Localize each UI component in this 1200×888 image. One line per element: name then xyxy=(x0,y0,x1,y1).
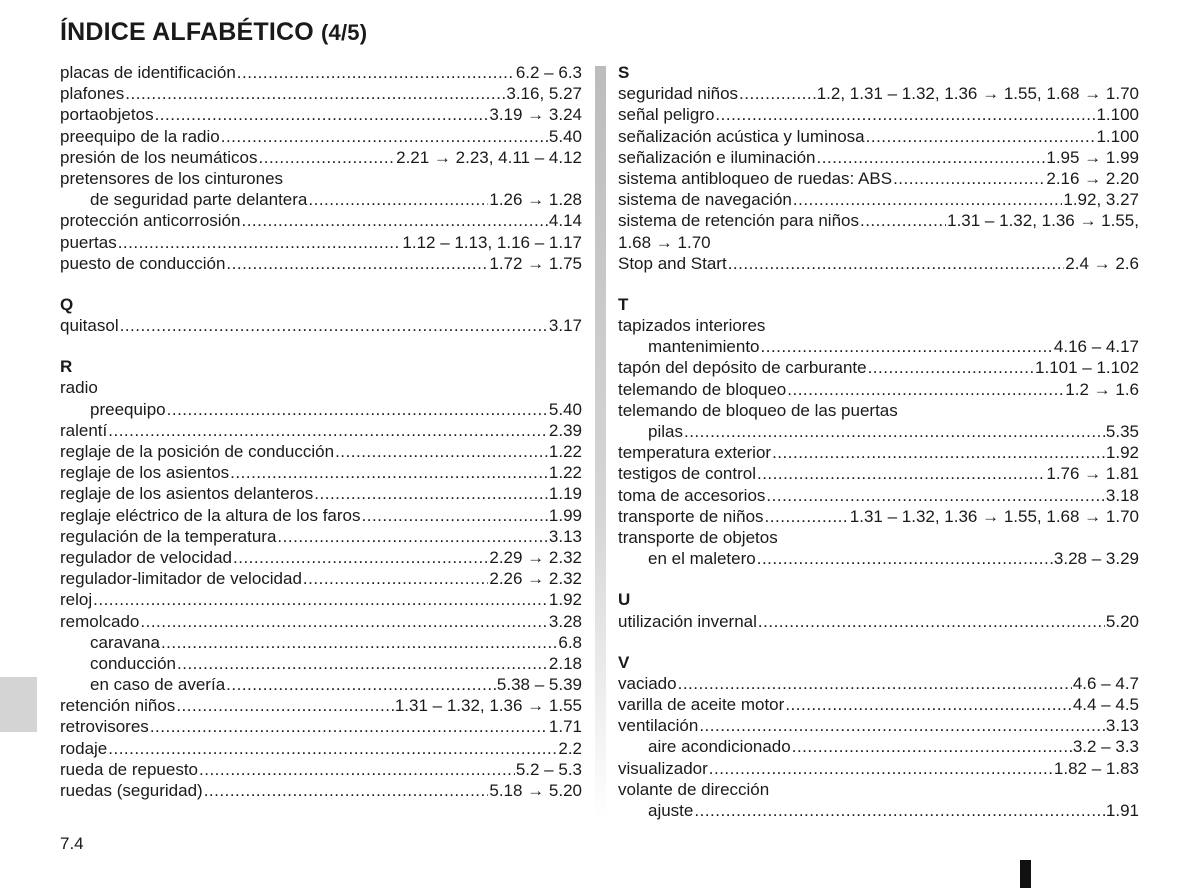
entry-pages: 2.2 xyxy=(558,738,582,758)
index-entry xyxy=(618,673,1139,694)
index-entry xyxy=(618,210,1139,231)
entry-label: regulación de la temperatura xyxy=(60,526,277,546)
entry-pages: 3.13 xyxy=(548,526,582,546)
leader-dots xyxy=(757,463,1045,484)
entry-label: retrovisores xyxy=(60,717,149,737)
index-entry xyxy=(60,232,582,253)
entry-pages: 3.18 xyxy=(1105,485,1139,505)
entry-pages: 3.16, 5.27 xyxy=(506,84,582,104)
index-entry xyxy=(60,589,582,610)
index-entry xyxy=(60,483,582,504)
entry-pages: 1.2, 1.31 – 1.32, 1.36 → 1.55, 1.68 → 1.70 xyxy=(816,84,1139,104)
leader-dots xyxy=(728,253,1065,274)
index-entry xyxy=(60,210,582,231)
entry-label: vaciado xyxy=(618,673,677,693)
index-entry xyxy=(60,104,582,125)
entry-label: 1.68 → 1.70 xyxy=(618,232,711,252)
entry-label: mantenimiento xyxy=(648,337,760,357)
entry-label: sistema de navegación xyxy=(618,190,792,210)
entry-pages: 1.100 xyxy=(1096,126,1139,146)
index-entry-heading xyxy=(60,168,582,189)
index-column-right xyxy=(618,62,1139,821)
index-subentry xyxy=(618,800,1139,821)
column-divider xyxy=(595,66,606,821)
index-entry xyxy=(618,357,1139,378)
leader-dots xyxy=(161,632,557,653)
entry-pages: 6.2 – 6.3 xyxy=(515,63,582,82)
entry-label: caravana xyxy=(90,632,160,652)
leader-dots xyxy=(817,147,1046,168)
entry-pages: 1.31 – 1.32, 1.36 → 1.55, 1.68 → 1.70 xyxy=(849,506,1139,526)
index-subentry xyxy=(618,736,1139,757)
entry-pages: 5.40 xyxy=(548,126,582,146)
index-subentry xyxy=(60,189,582,210)
entry-label: reglaje de los asientos delanteros xyxy=(60,484,314,504)
entry-label: testigos de control xyxy=(618,464,756,484)
leader-dots xyxy=(303,568,488,589)
index-entry xyxy=(60,253,582,274)
leader-dots xyxy=(120,315,548,336)
index-entry xyxy=(60,147,582,168)
entry-label: señal peligro xyxy=(618,105,715,125)
entry-label: rueda de repuesto xyxy=(60,759,198,779)
leader-dots xyxy=(893,168,1045,189)
index-entry xyxy=(60,462,582,483)
entry-label: telemando de bloqueo de las puertas xyxy=(618,400,898,420)
leader-dots xyxy=(766,485,1105,506)
leader-dots xyxy=(866,126,1096,147)
index-entry-continuation xyxy=(618,232,1139,253)
leader-dots xyxy=(226,253,488,274)
entry-pages: 5.2 – 5.3 xyxy=(515,759,582,779)
index-entry xyxy=(60,780,582,801)
index-subentry xyxy=(618,421,1139,442)
index-entry xyxy=(618,168,1139,189)
entry-label: varilla de aceite motor xyxy=(618,695,785,715)
entry-label: tapizados interiores xyxy=(618,316,766,336)
index-subentry xyxy=(60,674,582,695)
leader-dots xyxy=(694,800,1105,821)
index-subentry xyxy=(60,653,582,674)
index-entry xyxy=(618,189,1139,210)
index-entry xyxy=(60,759,582,780)
leader-dots xyxy=(108,420,548,441)
leader-dots xyxy=(787,379,1064,400)
index-entry-heading xyxy=(60,377,582,398)
leader-dots xyxy=(362,505,548,526)
page-edge-mark xyxy=(1020,860,1031,888)
leader-dots xyxy=(118,232,402,253)
index-entry xyxy=(618,715,1139,736)
entry-label: en el maletero xyxy=(648,549,756,569)
leader-dots xyxy=(199,759,515,780)
entry-pages: 3.17 xyxy=(548,316,582,336)
entry-label: reglaje de los asientos xyxy=(60,463,230,483)
index-entry-heading xyxy=(618,527,1139,548)
entry-pages: 2.4 → 2.6 xyxy=(1065,253,1139,273)
entry-label: ralentí xyxy=(60,420,108,440)
entry-label: sistema antibloqueo de ruedas: ABS xyxy=(618,168,893,188)
index-subentry xyxy=(618,548,1139,569)
page-title xyxy=(60,18,367,47)
leader-dots xyxy=(709,758,1053,779)
index-entry xyxy=(618,506,1139,527)
entry-label: Stop and Start xyxy=(618,253,727,273)
entry-pages: 3.2 – 3.3 xyxy=(1072,737,1139,757)
entry-pages: 1.99 xyxy=(548,505,582,525)
entry-pages: 1.31 – 1.32, 1.36 → 1.55, xyxy=(947,211,1139,231)
entry-label: conducción xyxy=(90,653,177,673)
index-entry xyxy=(618,442,1139,463)
section-letter-v: V xyxy=(618,652,630,672)
index-entry xyxy=(60,716,582,737)
entry-label: señalización e iluminación xyxy=(618,147,816,167)
entry-label: tapón del depósito de carburante xyxy=(618,358,867,378)
leader-dots xyxy=(155,104,489,125)
entry-pages: 4.4 – 4.5 xyxy=(1072,695,1139,715)
index-entry xyxy=(618,758,1139,779)
entry-label: puesto de conducción xyxy=(60,253,226,273)
entry-label: radio xyxy=(60,378,98,398)
entry-pages: 1.76 → 1.81 xyxy=(1046,464,1139,484)
index-entry xyxy=(60,695,582,716)
leader-dots xyxy=(772,442,1105,463)
leader-dots xyxy=(233,547,488,568)
leader-dots xyxy=(684,421,1105,442)
entry-label: señalización acústica y luminosa xyxy=(618,126,865,146)
leader-dots xyxy=(177,653,548,674)
entry-label: temperatura exterior xyxy=(618,443,772,463)
title-text: ÍNDICE ALFABÉTICO xyxy=(60,18,314,46)
leader-dots xyxy=(140,611,548,632)
entry-pages: 3.28 xyxy=(548,611,582,631)
index-entry xyxy=(618,83,1139,104)
entry-label: toma de accesorios xyxy=(618,485,766,505)
entry-pages: 2.26 → 2.32 xyxy=(489,569,582,589)
index-subentry xyxy=(60,399,582,420)
entry-pages: 5.38 – 5.39 xyxy=(496,675,582,695)
entry-pages: 1.71 xyxy=(548,717,582,737)
title-part: (4/5) xyxy=(321,20,368,45)
leader-dots xyxy=(150,716,548,737)
entry-label: preequipo de la radio xyxy=(60,126,220,146)
index-entry xyxy=(60,62,582,83)
leader-dots xyxy=(237,62,515,83)
entry-label: volante de dirección xyxy=(618,779,770,799)
entry-label: transporte de niños xyxy=(618,506,764,526)
entry-label: ruedas (seguridad) xyxy=(60,781,203,800)
index-entry xyxy=(618,253,1139,274)
leader-dots xyxy=(241,210,547,231)
section-letter-s: S xyxy=(618,63,630,82)
leader-dots xyxy=(204,780,489,801)
entry-label: aire acondicionado xyxy=(648,737,791,757)
entry-label: plafones xyxy=(60,84,125,104)
entry-label: placas de identificación xyxy=(60,63,236,82)
index-entry-heading xyxy=(618,315,1139,336)
entry-pages: 1.95 → 1.99 xyxy=(1046,147,1139,167)
entry-pages: 2.39 xyxy=(548,420,582,440)
index-entry xyxy=(60,315,582,336)
entry-pages: 1.92 xyxy=(1105,443,1139,463)
index-entry xyxy=(618,611,1139,632)
entry-pages: 1.100 xyxy=(1096,105,1139,125)
entry-pages: 2.21 → 2.23, 4.11 – 4.12 xyxy=(396,147,582,167)
index-subentry xyxy=(618,336,1139,357)
entry-label: ventilación xyxy=(618,716,699,736)
entry-pages: 1.91 xyxy=(1105,801,1139,820)
leader-dots xyxy=(765,506,849,527)
index-entry xyxy=(60,126,582,147)
entry-label: de seguridad parte delantera xyxy=(90,190,308,210)
entry-pages: 1.2 → 1.6 xyxy=(1065,379,1139,399)
entry-label: quitasol xyxy=(60,316,119,336)
entry-label: presión de los neumáticos xyxy=(60,147,258,167)
leader-dots xyxy=(678,673,1072,694)
entry-label: protección anticorrosión xyxy=(60,211,241,231)
entry-label: reloj xyxy=(60,590,93,610)
entry-pages: 2.29 → 2.32 xyxy=(489,547,582,567)
entry-pages: 4.6 – 4.7 xyxy=(1072,673,1139,693)
index-entry xyxy=(618,485,1139,506)
leader-dots xyxy=(758,611,1105,632)
leader-dots xyxy=(868,357,1034,378)
entry-pages: 3.19 → 3.24 xyxy=(489,105,582,125)
section-letter-u: U xyxy=(618,590,631,610)
leader-dots xyxy=(715,104,1095,125)
entry-label: puertas xyxy=(60,232,117,252)
entry-label: transporte de objetos xyxy=(618,527,778,547)
entry-pages: 5.40 xyxy=(548,399,582,419)
entry-pages: 1.22 xyxy=(548,442,582,461)
leader-dots xyxy=(176,695,394,716)
entry-pages: 1.92 xyxy=(548,590,582,610)
leader-dots xyxy=(757,548,1053,569)
index-entry xyxy=(618,694,1139,715)
entry-pages: 2.18 xyxy=(548,653,582,673)
index-entry xyxy=(60,441,582,462)
leader-dots xyxy=(221,126,548,147)
section-letter-q: Q xyxy=(60,294,74,314)
entry-label: regulador de velocidad xyxy=(60,547,233,567)
leader-dots xyxy=(860,210,946,231)
entry-label: portaobjetos xyxy=(60,105,154,125)
entry-pages: 1.22 xyxy=(548,463,582,483)
index-entry xyxy=(618,463,1139,484)
index-entry xyxy=(60,568,582,589)
section-letter-t: T xyxy=(618,294,629,314)
entry-pages: 3.28 – 3.29 xyxy=(1053,549,1139,569)
leader-dots xyxy=(761,336,1053,357)
entry-pages: 4.14 xyxy=(548,211,582,231)
entry-pages: 5.18 → 5.20 xyxy=(489,781,582,800)
leader-dots xyxy=(259,147,396,168)
leader-dots xyxy=(739,83,816,104)
chapter-tab xyxy=(0,677,37,732)
entry-label: seguridad niños xyxy=(618,84,739,104)
index-entry-heading xyxy=(618,400,1139,421)
leader-dots xyxy=(308,189,488,210)
leader-dots xyxy=(699,715,1105,736)
index-entry xyxy=(60,83,582,104)
entry-pages: 1.19 xyxy=(548,484,582,504)
index-entry-heading xyxy=(618,779,1139,800)
leader-dots xyxy=(785,694,1072,715)
entry-pages: 5.35 xyxy=(1105,422,1139,441)
entry-pages: 6.8 xyxy=(558,632,582,652)
entry-label: reglaje eléctrico de la altura de los faros xyxy=(60,505,361,525)
entry-pages: 3.13 xyxy=(1105,716,1139,736)
entry-pages: 1.92, 3.27 xyxy=(1063,190,1139,210)
index-entry xyxy=(60,738,582,759)
entry-pages: 1.26 → 1.28 xyxy=(489,190,582,210)
entry-label: ajuste xyxy=(648,801,694,820)
index-entry xyxy=(60,420,582,441)
leader-dots xyxy=(226,674,496,695)
index-entry xyxy=(60,505,582,526)
entry-label: retención niños xyxy=(60,696,176,716)
entry-pages: 4.16 – 4.17 xyxy=(1053,337,1139,357)
entry-pages: 1.101 – 1.102 xyxy=(1035,358,1139,378)
entry-pages: 1.82 – 1.83 xyxy=(1053,758,1139,778)
entry-label: pilas xyxy=(648,422,683,441)
leader-dots xyxy=(314,483,548,504)
index-entry xyxy=(60,611,582,632)
index-entry xyxy=(618,126,1139,147)
index-column-left xyxy=(60,62,582,801)
entry-pages: 5.20 xyxy=(1105,611,1139,631)
index-entry xyxy=(618,104,1139,125)
leader-dots xyxy=(108,738,557,759)
entry-pages: 1.31 – 1.32, 1.36 → 1.55 xyxy=(394,696,582,716)
leader-dots xyxy=(335,441,548,462)
entry-pages: 1.72 → 1.75 xyxy=(489,253,582,273)
leader-dots xyxy=(792,736,1072,757)
index-entry xyxy=(60,526,582,547)
entry-label: preequipo xyxy=(90,399,166,419)
entry-pages: 2.16 → 2.20 xyxy=(1046,168,1139,188)
leader-dots xyxy=(125,83,505,104)
index-entry xyxy=(60,547,582,568)
entry-label: utilización invernal xyxy=(618,611,757,631)
entry-label: en caso de avería xyxy=(90,675,226,695)
entry-label: sistema de retención para niños xyxy=(618,211,859,231)
section-letter-r: R xyxy=(60,357,73,377)
leader-dots xyxy=(167,399,548,420)
entry-label: telemando de bloqueo xyxy=(618,379,787,399)
entry-label: pretensores de los cinturones xyxy=(60,168,284,188)
leader-dots xyxy=(93,589,548,610)
entry-label: rodaje xyxy=(60,738,108,758)
entry-pages: 1.12 – 1.13, 1.16 – 1.17 xyxy=(402,232,582,252)
entry-label: visualizador xyxy=(618,758,708,778)
entry-label: reglaje de la posición de conducción xyxy=(60,442,335,461)
leader-dots xyxy=(793,189,1062,210)
leader-dots xyxy=(277,526,547,547)
leader-dots xyxy=(230,462,548,483)
page-number: 7.4 xyxy=(60,834,84,853)
entry-label: remolcado xyxy=(60,611,140,631)
entry-label: regulador-limitador de velocidad xyxy=(60,569,302,589)
index-entry xyxy=(618,379,1139,400)
index-subentry xyxy=(60,632,582,653)
index-entry xyxy=(618,147,1139,168)
